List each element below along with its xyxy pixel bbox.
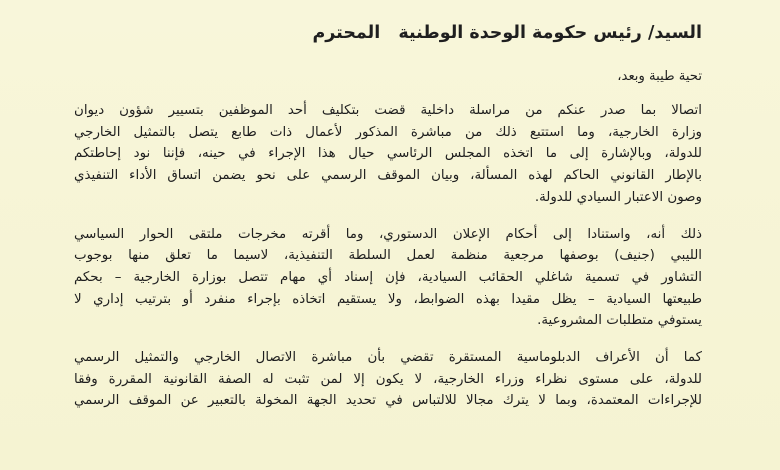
- paragraph-line: وزارة الخارجية، وما استتبع ذلك من مباشرة المذكور لأعمال ذات طابع يتصل بالتمثيل الخارجي: [74, 124, 702, 140]
- paragraph-2: [74, 224, 702, 333]
- greeting: تحية طيبة وبعد،: [617, 69, 702, 84]
- paragraph-line: يستوفي متطلبات المشروعية.: [537, 313, 702, 329]
- paragraph-line: كما أن الأعراف الدبلوماسية المستقرة تقضي بأن مباشرة الاتصال الخارجي والتمثيل الرسمي: [74, 350, 702, 366]
- paragraph-3: [74, 347, 702, 412]
- paragraph-line: وصون الاعتبار السيادي للدولة.: [534, 189, 702, 205]
- paragraph-line: بالإطار القانوني الحاكم لهذه المسألة، وبيان الموقف الرسمي على نحو يضمن اتساق الأداء التنفيذي: [74, 168, 702, 184]
- honorific: المحترم: [312, 23, 381, 43]
- paragraph-line: اتصالا بما صدر عنكم من مراسلة داخلية قضت بتكليف أحد الموظفين بتسيير شؤون ديوان: [74, 103, 702, 118]
- paragraph-line: ذلك أنه، واستنادا إلى أحكام الإعلان الدستوري، وما أقرته مخرجات ملتقى الحوار السياسي: [74, 226, 702, 242]
- paragraph-1: [74, 100, 702, 209]
- paragraph-line: للدولة، وبالإشارة إلى ما اتخذه المجلس الرئاسي حيال هذا الإجراء في حينه، فإننا نود إحاطتكم: [74, 146, 702, 162]
- addressee: السيد/ رئيس حكومة الوحدة الوطنية: [398, 23, 702, 43]
- paragraph-line: للإجراءات المعتمدة، وبما لا يترك مجالا للالتباس في تحديد الجهة المخولة بالتعبير عن الموقف الرسمي: [74, 393, 702, 409]
- paragraph-line: طبيعتها السيادية – يظل مقيدا بهذه الضوابط، ولا يستقيم اتخاذه بإجراء منفرد أو بترتيب إداري لا: [74, 291, 702, 307]
- paragraph-line: التشاور في تسمية شاغلي الحقائب السيادية، فإن إسناد أي مهام تتصل بوزارة الخارجية – بحكم: [74, 269, 702, 285]
- letter-heading: [74, 18, 702, 48]
- paragraph-line: الليبي (جنيف) بوصفها مرجعية منظمة لعمل السلطة التنفيذية، لاسيما ما تعلق منها بوجوب: [74, 248, 702, 264]
- paragraph-line: للدولة، على مستوى نظراء وزراء الخارجية، لا يكون إلا لمن تثبت له الصفة القانونية المقررة وفقا: [74, 371, 702, 387]
